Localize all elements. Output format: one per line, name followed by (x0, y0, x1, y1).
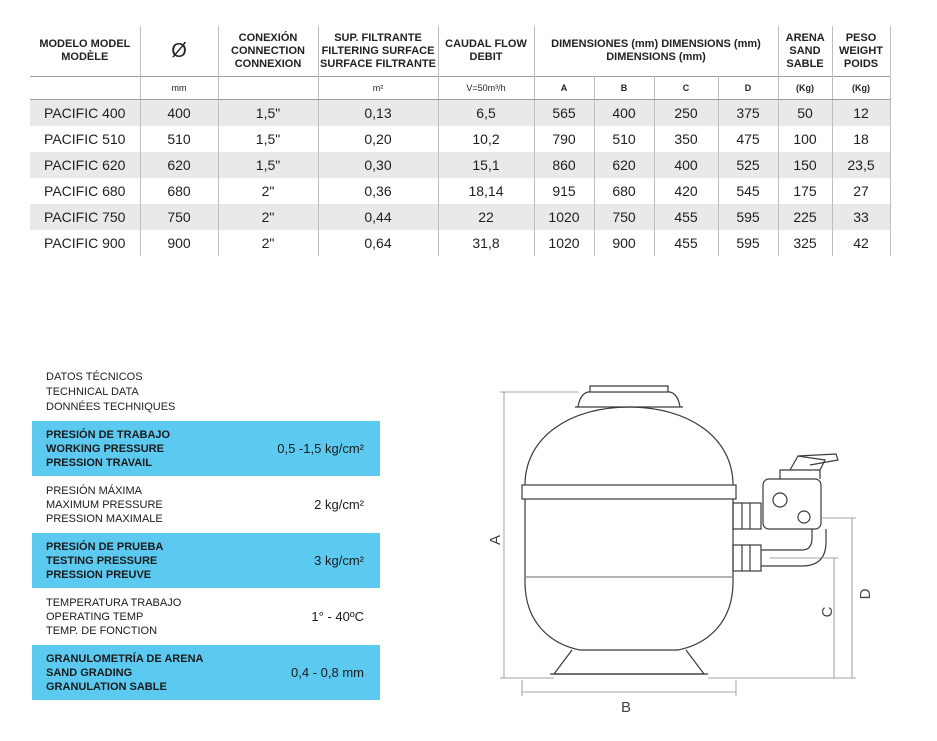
unit-flow: V=50m³/h (438, 77, 534, 100)
unit-a: A (534, 77, 594, 100)
filter-collar (522, 485, 736, 499)
cell-sand: 50 (778, 100, 832, 127)
tech-spec-label: PRESIÓN MÁXIMA MAXIMUM PRESSURE PRESSION MAXIMALE (46, 484, 163, 525)
unit-d: D (718, 77, 778, 100)
cell-sand: 225 (778, 204, 832, 230)
table-header-row (30, 26, 890, 77)
table-row (30, 126, 890, 152)
cell-model: PACIFIC 620 (30, 152, 140, 178)
header-model: MODELO MODEL MODÈLE (30, 26, 140, 77)
dimension-label-c: C (819, 606, 836, 618)
header-surface: SUP. FILTRANTE FILTERING SURFACE SURFACE FILTRANTE (318, 26, 438, 77)
unit-weight: (Kg) (832, 77, 890, 100)
cell-connection: 1,5" (218, 152, 318, 178)
cell-model: PACIFIC 400 (30, 100, 140, 127)
tech-spec-label: TEMPERATURA TRABAJO OPERATING TEMP TEMP. DE FONCTION (46, 596, 182, 637)
cell-b: 400 (594, 100, 654, 127)
table-row (30, 204, 890, 230)
tech-spec-row (32, 645, 380, 700)
tech-spec-value: 0,5 -1,5 kg/cm² (277, 441, 364, 456)
header-diameter: Ø (140, 26, 218, 77)
cell-c: 455 (654, 204, 718, 230)
cell-surface: 0,64 (318, 230, 438, 256)
cell-flow: 31,8 (438, 230, 534, 256)
cell-a: 565 (534, 100, 594, 127)
header-flow: CAUDAL FLOW DEBIT (438, 26, 534, 77)
cell-model: PACIFIC 900 (30, 230, 140, 256)
technical-data-title: DATOS TÉCNICOS TECHNICAL DATA DONNÉES TECHNIQUES (46, 371, 176, 413)
cell-connection: 2" (218, 230, 318, 256)
cell-model: PACIFIC 510 (30, 126, 140, 152)
cell-model: PACIFIC 680 (30, 178, 140, 204)
filter-base (554, 650, 704, 674)
cell-sand: 150 (778, 152, 832, 178)
cell-diameter: 900 (140, 230, 218, 256)
cell-b: 900 (594, 230, 654, 256)
cell-diameter: 400 (140, 100, 218, 127)
tech-spec-label: PRESIÓN DE PRUEBA TESTING PRESSURE PRESSION PREUVE (46, 540, 164, 581)
header-sand: ARENA SAND SABLE (778, 26, 832, 77)
table-row (30, 152, 890, 178)
cell-weight: 18 (832, 126, 890, 152)
cell-connection: 2" (218, 178, 318, 204)
cell-surface: 0,30 (318, 152, 438, 178)
cell-d: 475 (718, 126, 778, 152)
cell-surface: 0,20 (318, 126, 438, 152)
filter-body (525, 499, 733, 650)
cell-sand: 100 (778, 126, 832, 152)
cell-a: 1020 (534, 230, 594, 256)
tech-spec-label: GRANULOMETRÍA DE ARENA SAND GRADING GRANULATION SABLE (46, 652, 204, 693)
cell-c: 250 (654, 100, 718, 127)
cell-sand: 175 (778, 178, 832, 204)
tech-spec-row (32, 477, 380, 532)
tech-spec-label: PRESIÓN DE TRABAJO WORKING PRESSURE PRESSION TRAVAIL (46, 428, 171, 469)
cell-diameter: 680 (140, 178, 218, 204)
cell-flow: 18,14 (438, 178, 534, 204)
cell-b: 510 (594, 126, 654, 152)
table-row (30, 100, 890, 127)
cell-flow: 15,1 (438, 152, 534, 178)
filter-diagram (480, 382, 900, 717)
cell-flow: 6,5 (438, 100, 534, 127)
cell-a: 1020 (534, 204, 594, 230)
dimension-label-b: B (620, 699, 632, 716)
cell-surface: 0,36 (318, 178, 438, 204)
cell-surface: 0,13 (318, 100, 438, 127)
cell-d: 525 (718, 152, 778, 178)
header-dimensions: DIMENSIONES (mm) DIMENSIONS (mm) DIMENSIONS (mm) (534, 26, 778, 77)
filter-dome (525, 407, 733, 485)
multiport-valve (763, 479, 821, 529)
technical-data-panel (32, 370, 380, 701)
cell-connection: 1,5" (218, 100, 318, 127)
cell-a: 915 (534, 178, 594, 204)
cell-b: 680 (594, 178, 654, 204)
cell-flow: 22 (438, 204, 534, 230)
cell-diameter: 620 (140, 152, 218, 178)
tech-spec-row (32, 421, 380, 476)
cell-d: 375 (718, 100, 778, 127)
cell-surface: 0,44 (318, 204, 438, 230)
cell-c: 420 (654, 178, 718, 204)
cell-b: 620 (594, 152, 654, 178)
dimension-label-d: D (857, 588, 874, 600)
table-row (30, 178, 890, 204)
filter-lid (578, 392, 680, 407)
cell-d: 595 (718, 204, 778, 230)
tech-spec-row (32, 589, 380, 644)
unit-c: C (654, 77, 718, 100)
cell-weight: 33 (832, 204, 890, 230)
tech-spec-value: 0,4 - 0,8 mm (291, 665, 364, 680)
tech-spec-value: 2 kg/cm² (314, 497, 364, 512)
cell-d: 545 (718, 178, 778, 204)
cell-diameter: 510 (140, 126, 218, 152)
unit-surface: m² (318, 77, 438, 100)
cell-weight: 12 (832, 100, 890, 127)
pipe-elbow (761, 529, 826, 566)
unit-model (30, 77, 140, 100)
cell-weight: 27 (832, 178, 890, 204)
table-row (30, 230, 890, 256)
cell-model: PACIFIC 750 (30, 204, 140, 230)
dimension-label-a: A (487, 534, 504, 546)
specs-table (30, 26, 891, 256)
unit-b: B (594, 77, 654, 100)
tech-spec-value: 1° - 40ºC (311, 609, 364, 624)
cell-c: 400 (654, 152, 718, 178)
tech-spec-value: 3 kg/cm² (314, 553, 364, 568)
tech-spec-row (32, 533, 380, 588)
cell-a: 790 (534, 126, 594, 152)
cell-b: 750 (594, 204, 654, 230)
cell-sand: 325 (778, 230, 832, 256)
unit-connection (218, 77, 318, 100)
header-connection: CONEXIÓN CONNECTION CONNEXION (218, 26, 318, 77)
cell-diameter: 750 (140, 204, 218, 230)
unit-diameter: mm (140, 77, 218, 100)
table-units-row (30, 77, 890, 100)
cell-c: 350 (654, 126, 718, 152)
cell-weight: 23,5 (832, 152, 890, 178)
cell-c: 455 (654, 230, 718, 256)
cell-connection: 1,5" (218, 126, 318, 152)
unit-sand: (Kg) (778, 77, 832, 100)
cell-flow: 10,2 (438, 126, 534, 152)
cell-d: 595 (718, 230, 778, 256)
cell-connection: 2" (218, 204, 318, 230)
cell-weight: 42 (832, 230, 890, 256)
cell-a: 860 (534, 152, 594, 178)
header-weight: PESO WEIGHT POIDS (832, 26, 890, 77)
